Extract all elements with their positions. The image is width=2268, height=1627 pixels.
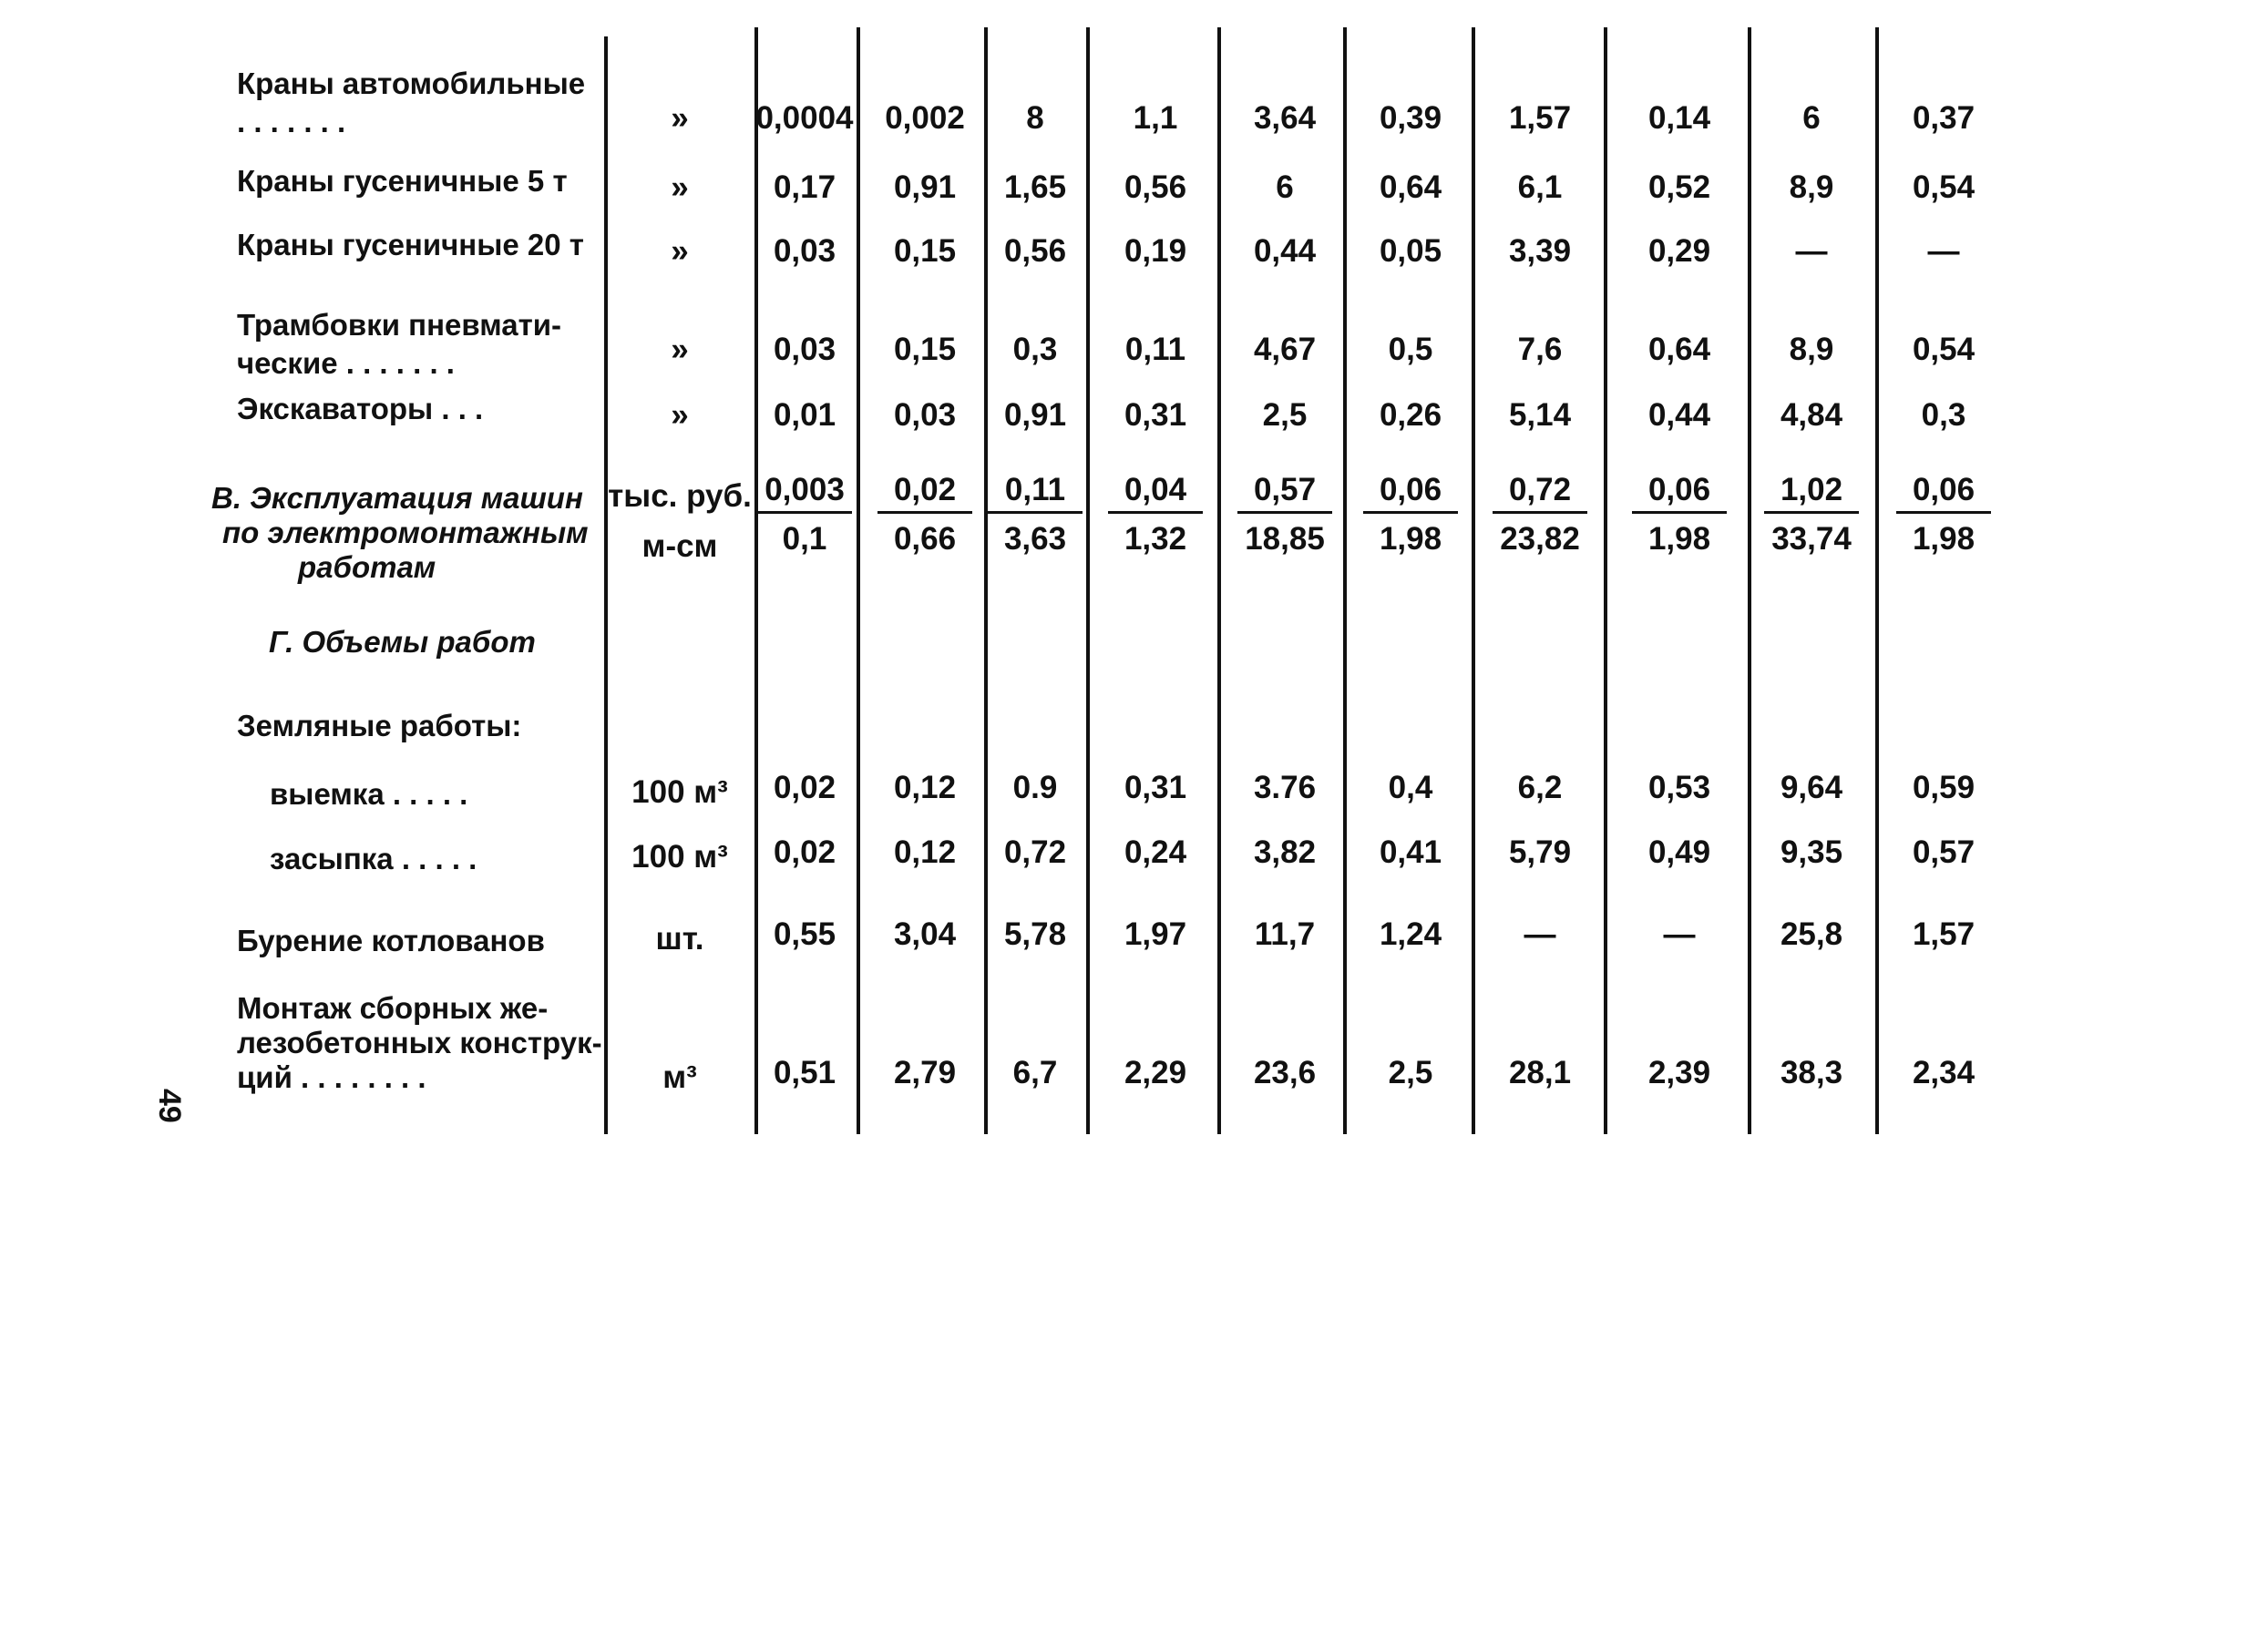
fraction-numerator: 0,06 <box>1379 472 1442 507</box>
value-cell: 2,29 <box>1124 1055 1187 1090</box>
unit-bottom: м-см <box>641 528 718 564</box>
page-number: 49 <box>152 1089 187 1123</box>
fraction-line <box>1764 511 1859 514</box>
unit-cell: » <box>671 397 689 433</box>
value-cell: 11,7 <box>1254 916 1316 952</box>
value-cell: 0,02 <box>773 770 836 805</box>
value-cell: 2,5 <box>1388 1055 1433 1090</box>
row-label: ций . . . . . . . . <box>237 1060 426 1094</box>
value-cell: 6,2 <box>1517 770 1563 805</box>
value-cell: 3.76 <box>1253 770 1317 805</box>
value-cell: — <box>1927 233 1960 269</box>
value-cell: 0,19 <box>1124 233 1187 269</box>
fraction-line <box>877 511 972 514</box>
value-cell: 0,15 <box>893 233 957 269</box>
value-cell: 0,51 <box>773 1055 836 1090</box>
unit-top: тыс. руб. <box>608 478 752 514</box>
value-cell: 0,02 <box>773 834 836 870</box>
value-cell: 0,49 <box>1647 834 1711 870</box>
value-cell: 9,35 <box>1780 834 1843 870</box>
value-cell: 0,31 <box>1124 397 1187 433</box>
value-cell: 6,7 <box>1012 1055 1058 1090</box>
fraction-line <box>1108 511 1203 514</box>
value-cell: 0,54 <box>1912 169 1976 205</box>
unit-cell: » <box>671 169 689 205</box>
value-cell: — <box>1524 916 1556 952</box>
fraction-numerator: 0,06 <box>1647 472 1711 507</box>
value-cell: 0,12 <box>893 834 957 870</box>
value-cell: — <box>1663 916 1696 952</box>
row-label: засыпка . . . . . <box>270 842 477 875</box>
value-cell: 0,53 <box>1647 770 1711 805</box>
row-label: ческие . . . . . . . <box>237 346 455 380</box>
unit-cell: м³ <box>662 1059 697 1095</box>
fraction-denominator: 0,1 <box>782 521 827 557</box>
section-g-title: Г. Объемы работ <box>269 625 536 659</box>
section-v-label: по электромонтажным <box>222 516 589 549</box>
unit-cell: » <box>671 100 689 136</box>
fraction-line <box>757 511 852 514</box>
value-cell: 0.9 <box>1012 770 1058 805</box>
fraction-denominator: 1,98 <box>1379 521 1442 557</box>
value-cell: 0,91 <box>893 169 957 205</box>
value-cell: 1,65 <box>1003 169 1067 205</box>
value-cell: 8,9 <box>1789 169 1834 205</box>
value-cell: 0,3 <box>1012 332 1058 367</box>
value-cell: 4,67 <box>1253 332 1317 367</box>
value-cell: 6,1 <box>1517 169 1563 205</box>
value-cell: 0,39 <box>1379 100 1442 136</box>
value-cell: 8,9 <box>1789 332 1834 367</box>
value-cell: 0,12 <box>893 770 957 805</box>
value-cell: 0,54 <box>1912 332 1976 367</box>
value-cell: 0,91 <box>1003 397 1067 433</box>
value-cell: 5,79 <box>1508 834 1572 870</box>
row-label: Монтаж сборных же- <box>237 991 549 1025</box>
column-rule <box>984 27 988 1134</box>
value-cell: 0,64 <box>1647 332 1711 367</box>
unit-cell: » <box>671 233 689 269</box>
column-rule <box>1217 27 1221 1134</box>
value-cell: 0,56 <box>1124 169 1187 205</box>
fraction-line <box>1896 511 1991 514</box>
value-cell: 2,34 <box>1912 1055 1976 1090</box>
fraction-numerator: 0,72 <box>1508 472 1572 507</box>
fraction-line <box>1632 511 1727 514</box>
column-rule <box>1604 27 1607 1134</box>
value-cell: 2,39 <box>1647 1055 1711 1090</box>
value-cell: 38,3 <box>1780 1055 1843 1090</box>
value-cell: 0,4 <box>1388 770 1433 805</box>
value-cell: 6 <box>1802 100 1821 136</box>
value-cell: 8 <box>1026 100 1044 136</box>
fraction-denominator: 1,98 <box>1912 521 1976 557</box>
unit-cell: » <box>671 332 689 367</box>
value-cell: 7,6 <box>1517 332 1563 367</box>
column-rule <box>1875 27 1879 1134</box>
fraction-denominator: 0,66 <box>893 521 957 557</box>
value-cell: 0,31 <box>1124 770 1187 805</box>
value-cell: 0,14 <box>1647 100 1711 136</box>
fraction-numerator: 0,02 <box>893 472 957 507</box>
value-cell: 0,72 <box>1003 834 1067 870</box>
fraction-line <box>988 511 1083 514</box>
value-cell: 0,3 <box>1921 397 1966 433</box>
value-cell: 1,57 <box>1508 100 1572 136</box>
value-cell: 0,03 <box>773 332 836 367</box>
value-cell: 0,59 <box>1912 770 1976 805</box>
unit-cell: шт. <box>655 921 704 957</box>
fraction-denominator: 3,63 <box>1003 521 1067 557</box>
fraction-denominator: 1,32 <box>1124 521 1187 557</box>
column-rule <box>604 36 608 1134</box>
column-rule <box>1343 27 1347 1134</box>
row-label: Бурение котлованов <box>237 924 545 957</box>
value-cell: 3,39 <box>1508 233 1572 269</box>
value-cell: 2,79 <box>893 1055 957 1090</box>
value-cell: 0,11 <box>1124 332 1186 367</box>
value-cell: 0,26 <box>1379 397 1442 433</box>
value-cell: 23,6 <box>1253 1055 1317 1090</box>
value-cell: 0,24 <box>1124 834 1187 870</box>
value-cell: 0,17 <box>773 169 836 205</box>
section-v-label: В. Эксплуатация машин <box>211 481 583 515</box>
value-cell: 0,15 <box>893 332 957 367</box>
column-rule <box>1086 27 1090 1134</box>
fraction-line <box>1237 511 1332 514</box>
value-cell: 0,5 <box>1388 332 1433 367</box>
value-cell: 0,01 <box>773 397 836 433</box>
value-cell: 0,55 <box>773 916 836 952</box>
row-label: . . . . . . . <box>237 105 346 138</box>
value-cell: 1,1 <box>1133 100 1178 136</box>
value-cell: 0,05 <box>1379 233 1442 269</box>
column-rule <box>1472 27 1475 1134</box>
value-cell: 0,03 <box>893 397 957 433</box>
value-cell: 0,002 <box>885 100 965 136</box>
value-cell: 2,5 <box>1262 397 1308 433</box>
value-cell: — <box>1795 233 1828 269</box>
row-label: Краны автомобильные <box>237 67 586 100</box>
value-cell: 0,52 <box>1647 169 1711 205</box>
fraction-denominator: 18,85 <box>1245 521 1325 557</box>
value-cell: 0,29 <box>1647 233 1711 269</box>
fraction-numerator: 0,06 <box>1912 472 1976 507</box>
row-label: Краны гусеничные 20 т <box>237 228 584 261</box>
value-cell: 0,41 <box>1379 834 1442 870</box>
unit-cell: 100 м³ <box>631 839 728 875</box>
value-cell: 0,0004 <box>755 100 854 136</box>
fraction-denominator: 23,82 <box>1500 521 1580 557</box>
value-cell: 0,03 <box>773 233 836 269</box>
value-cell: 0,37 <box>1912 100 1976 136</box>
value-cell: 3,04 <box>893 916 957 952</box>
value-cell: 0,44 <box>1253 233 1317 269</box>
fraction-numerator: 0,57 <box>1253 472 1317 507</box>
value-cell: 0,44 <box>1647 397 1711 433</box>
value-cell: 25,8 <box>1780 916 1843 952</box>
row-label: Краны гусеничные 5 т <box>237 164 568 198</box>
fraction-numerator: 0,04 <box>1124 472 1187 507</box>
value-cell: 0,57 <box>1912 834 1976 870</box>
column-rule <box>1748 27 1751 1134</box>
fraction-line <box>1493 511 1587 514</box>
value-cell: 5,14 <box>1508 397 1572 433</box>
fraction-numerator: 0,003 <box>765 472 845 507</box>
unit-cell: 100 м³ <box>631 774 728 810</box>
value-cell: 9,64 <box>1780 770 1843 805</box>
value-cell: 3,82 <box>1253 834 1317 870</box>
value-cell: 3,64 <box>1253 100 1317 136</box>
row-label: Экскаваторы . . . <box>237 392 484 425</box>
group-label: Земляные работы: <box>237 709 522 742</box>
column-rule <box>857 27 860 1134</box>
fraction-line <box>1363 511 1458 514</box>
value-cell: 0,56 <box>1003 233 1067 269</box>
value-cell: 6 <box>1276 169 1294 205</box>
fraction-denominator: 33,74 <box>1771 521 1852 557</box>
column-rule <box>754 27 758 1134</box>
section-v-label: работам <box>298 550 436 584</box>
value-cell: 0,64 <box>1379 169 1442 205</box>
row-label: Трамбовки пневмати- <box>237 308 562 342</box>
value-cell: 1,24 <box>1379 916 1442 952</box>
value-cell: 1,57 <box>1912 916 1976 952</box>
row-label: выемка . . . . . <box>270 777 468 811</box>
fraction-numerator: 0,11 <box>1004 472 1066 507</box>
row-label: лезобетонных конструк- <box>237 1026 602 1059</box>
value-cell: 1,97 <box>1124 916 1187 952</box>
fraction-numerator: 1,02 <box>1780 472 1843 507</box>
value-cell: 28,1 <box>1508 1055 1572 1090</box>
value-cell: 4,84 <box>1780 397 1843 433</box>
value-cell: 5,78 <box>1003 916 1067 952</box>
fraction-denominator: 1,98 <box>1647 521 1711 557</box>
